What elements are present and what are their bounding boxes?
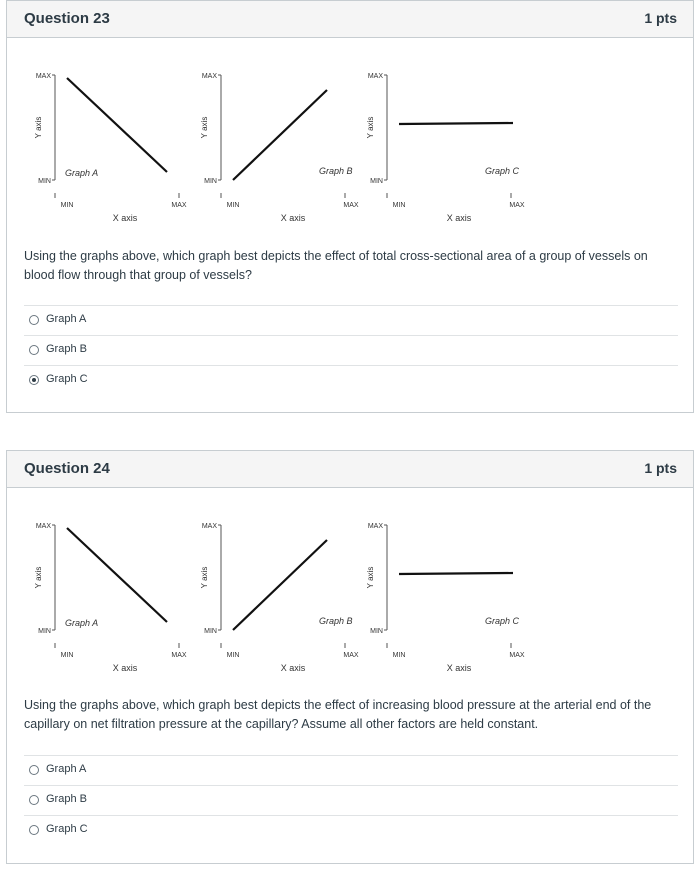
radio-button[interactable] [29,315,39,325]
radio-button[interactable] [29,765,39,775]
answer-option-graph-b[interactable] [24,785,678,815]
graph-trend-line [233,540,327,630]
x-max-label: MAX [509,202,525,209]
answer-label: Graph C [46,823,88,835]
answer-list [24,755,678,845]
x-min-label: MIN [392,652,406,659]
graph-trend-line [399,573,513,574]
y-max-label: MAX [367,523,383,530]
graphs-svg [27,39,525,223]
y-max-label: MAX [35,73,51,80]
y-axis-label: Y axis [366,566,375,589]
question-text: Using the graphs above, which graph best depicts the effect of increasing blood pressure at the arterial end of the capillary on net filtration pressure at the capillary? Assume all other factors are held constant. [24,698,652,731]
answer-option-graph-a[interactable] [24,755,678,785]
graph-name-label: Graph B [319,166,353,176]
radio-button-selected[interactable] [29,375,39,385]
graph-name-label: Graph A [65,168,99,178]
y-max-label: MAX [35,523,51,530]
answer-label: Graph C [46,373,88,385]
graph-name-label: Graph A [65,618,99,628]
graph-panel-c [366,73,525,223]
y-axis-label: Y axis [200,566,209,589]
graph-panel-c [366,523,525,673]
y-min-label: MIN [38,628,51,635]
graph-panel-a [34,523,187,673]
x-axis-label: X axis [280,663,306,673]
y-axis-label: Y axis [366,116,375,139]
answer-list [24,305,678,395]
y-min-label: MIN [38,178,51,185]
radio-button[interactable] [29,345,39,355]
graph-name-label: Graph C [485,166,520,176]
radio-button[interactable] [29,825,39,835]
answer-label: Graph B [46,343,87,355]
graphs-figure [27,39,525,223]
answer-label: Graph B [46,793,87,805]
graph-trend-line [399,123,513,124]
x-axis-label: X axis [446,213,472,223]
radio-button[interactable] [29,795,39,805]
y-axis-label: Y axis [34,116,43,139]
x-max-label: MAX [171,652,187,659]
y-max-label: MAX [201,523,217,530]
y-max-label: MAX [201,73,217,80]
graph-panel-b [200,523,359,673]
x-max-label: MAX [171,202,187,209]
graphs-figure [27,489,525,673]
x-max-label: MAX [343,202,359,209]
y-max-label: MAX [367,73,383,80]
question-points: 1 pts [644,10,677,26]
answer-option-graph-b[interactable] [24,335,678,365]
x-min-label: MIN [60,652,74,659]
x-axis-label: X axis [112,663,138,673]
answer-label: Graph A [46,313,87,325]
question-24-card [6,450,694,864]
answer-option-graph-a[interactable] [24,305,678,335]
question-23-card [6,0,694,413]
answer-option-graph-c[interactable] [24,365,678,395]
graph-panel-b [200,73,359,223]
graph-name-label: Graph B [319,616,353,626]
question-header [7,451,693,488]
graph-trend-line [67,78,167,172]
y-min-label: MIN [370,178,383,185]
y-min-label: MIN [204,178,217,185]
x-min-label: MIN [60,202,74,209]
x-min-label: MIN [392,202,406,209]
answer-option-graph-c[interactable] [24,815,678,845]
x-max-label: MAX [343,652,359,659]
graph-trend-line [233,90,327,180]
question-header [7,1,693,38]
x-min-label: MIN [226,652,240,659]
x-axis-label: X axis [280,213,306,223]
y-min-label: MIN [370,628,383,635]
graph-panel-a [34,73,187,223]
graph-name-label: Graph C [485,616,520,626]
answer-label: Graph A [46,763,87,775]
graphs-svg [27,489,525,673]
x-axis-label: X axis [446,663,472,673]
y-axis-label: Y axis [34,566,43,589]
x-axis-label: X axis [112,213,138,223]
y-min-label: MIN [204,628,217,635]
y-axis-label: Y axis [200,116,209,139]
x-min-label: MIN [226,202,240,209]
graph-trend-line [67,528,167,622]
question-points: 1 pts [644,460,677,476]
question-text: Using the graphs above, which graph best depicts the effect of total cross-sectional area of a group of vessels on blood flow through that group of vessels? [24,249,648,282]
question-title: Question 24 [24,460,110,477]
x-max-label: MAX [509,652,525,659]
question-title: Question 23 [24,10,110,27]
